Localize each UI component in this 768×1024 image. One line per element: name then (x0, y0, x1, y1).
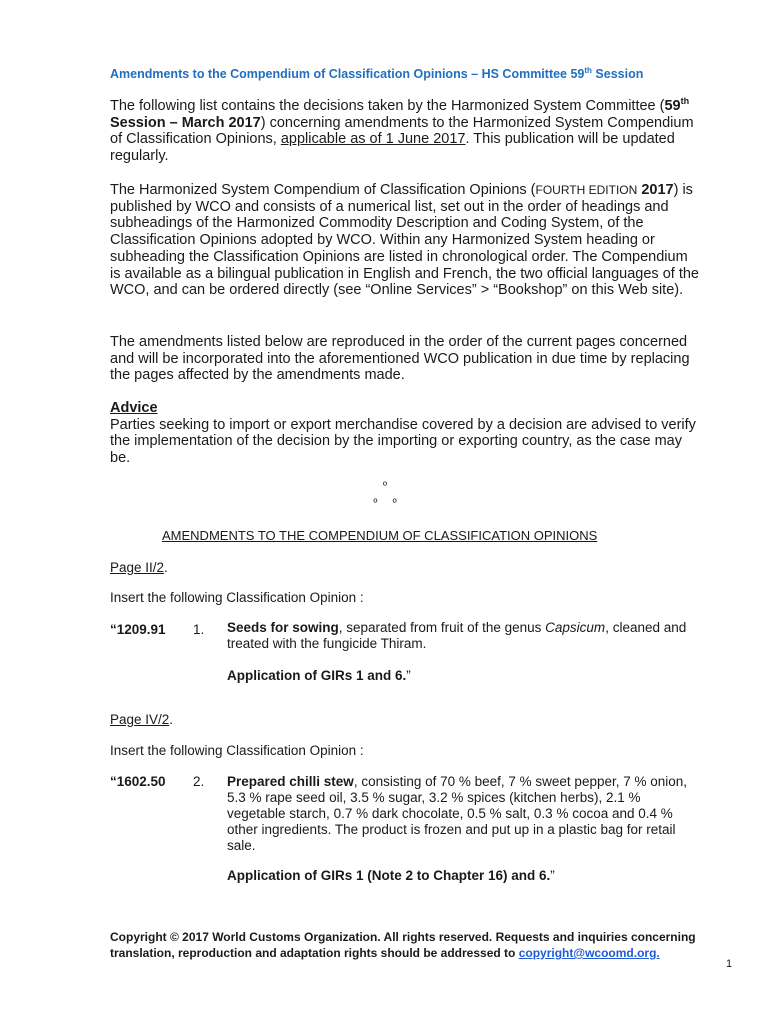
compendium-paragraph: The Harmonized System Compendium of Classification Opinions (FOURTH EDITION 2017) is published by WCO and consists of a numerical list, set out in the order of headings and subheadings of the Harmonized Commodity Description and Coding System, of the Classification Opinions adopted by WCO. Within any Harmonized System heading or subheading the Classification Opinions are listed in chronological order. The Compendium is available as a bilingual publication in English and French, the two official languages of the WCO, and can be ordered directly (see “Online Services” > “Bookshop” on this Web site). (110, 182, 699, 299)
page-reference-1: Page II/2. (110, 560, 168, 575)
document-heading: Amendments to the Compendium of Classification Opinions – HS Committee 59th Session (110, 65, 644, 81)
page-reference-2: Page IV/2. (110, 712, 174, 727)
separator-bottom: º º (373, 497, 397, 509)
separator-top: º (382, 480, 388, 492)
copyright-footer: Copyright © 2017 World Customs Organization. All rights reserved. Requests and inquiries concerning translation, reproduction and adaptation rights should be addressed to copyright@wcoomd.org. (110, 930, 696, 960)
advice-text: Parties seeking to import or export merchandise covered by a decision are advised to verify the implementation of the decision by the importing or exporting country, as the case may be. (110, 416, 696, 467)
opinion-description-1: Seeds for sowing, separated from fruit of the genus Capsicum, cleaned and treated with the fungicide Thiram. (227, 620, 687, 651)
insert-instruction-1: Insert the following Classification Opinion : (110, 590, 364, 605)
insert-instruction-2: Insert the following Classification Opinion : (110, 743, 364, 758)
opinion-description-2: Prepared chilli stew, consisting of 70 % beef, 7 % sweet pepper, 7 % onion, 5.3 % rape seed oil, 3.5 % sugar, 3.2 % spices (kitchen herbs), 2.1 % vegetable starch, 0.7 % dark chocolate, 0.5 % salt, 0.3 % cocoa and 0.4 % other ingredients. The product is frozen and put up in a plastic bag for retail sale. (227, 774, 688, 853)
opinion-code-2: “1602.50 (110, 774, 166, 789)
copyright-email-link[interactable]: copyright@wcoomd.org. (518, 946, 660, 960)
advice-title: Advice (110, 400, 158, 416)
amendments-paragraph: The amendments listed below are reproduced in the order of the current pages concerned and will be incorporated into the aforementioned WCO publication in due time by replacing the pages affected by the amendments made. (110, 334, 690, 384)
section-title: AMENDMENTS TO THE COMPENDIUM OF CLASSIFICATION OPINIONS (162, 528, 598, 543)
opinion-application-1: Application of GIRs 1 and 6.” (227, 668, 411, 683)
opinion-application-2: Application of GIRs 1 (Note 2 to Chapter 16) and 6.” (227, 868, 555, 883)
intro-paragraph: The following list contains the decisions taken by the Harmonized System Committee (59th Session – March 2017) concerning amendments to the Harmonized System Compendium of Classification Opinions, applicable as of 1 June 2017. This publication will be updated regularly. (110, 96, 694, 165)
opinion-code-1: “1209.91 (110, 622, 166, 637)
opinion-number-2: 2. (193, 774, 205, 789)
opinion-number-1: 1. (193, 622, 205, 637)
page-number: 1 (726, 958, 733, 970)
advice-section (110, 400, 700, 467)
